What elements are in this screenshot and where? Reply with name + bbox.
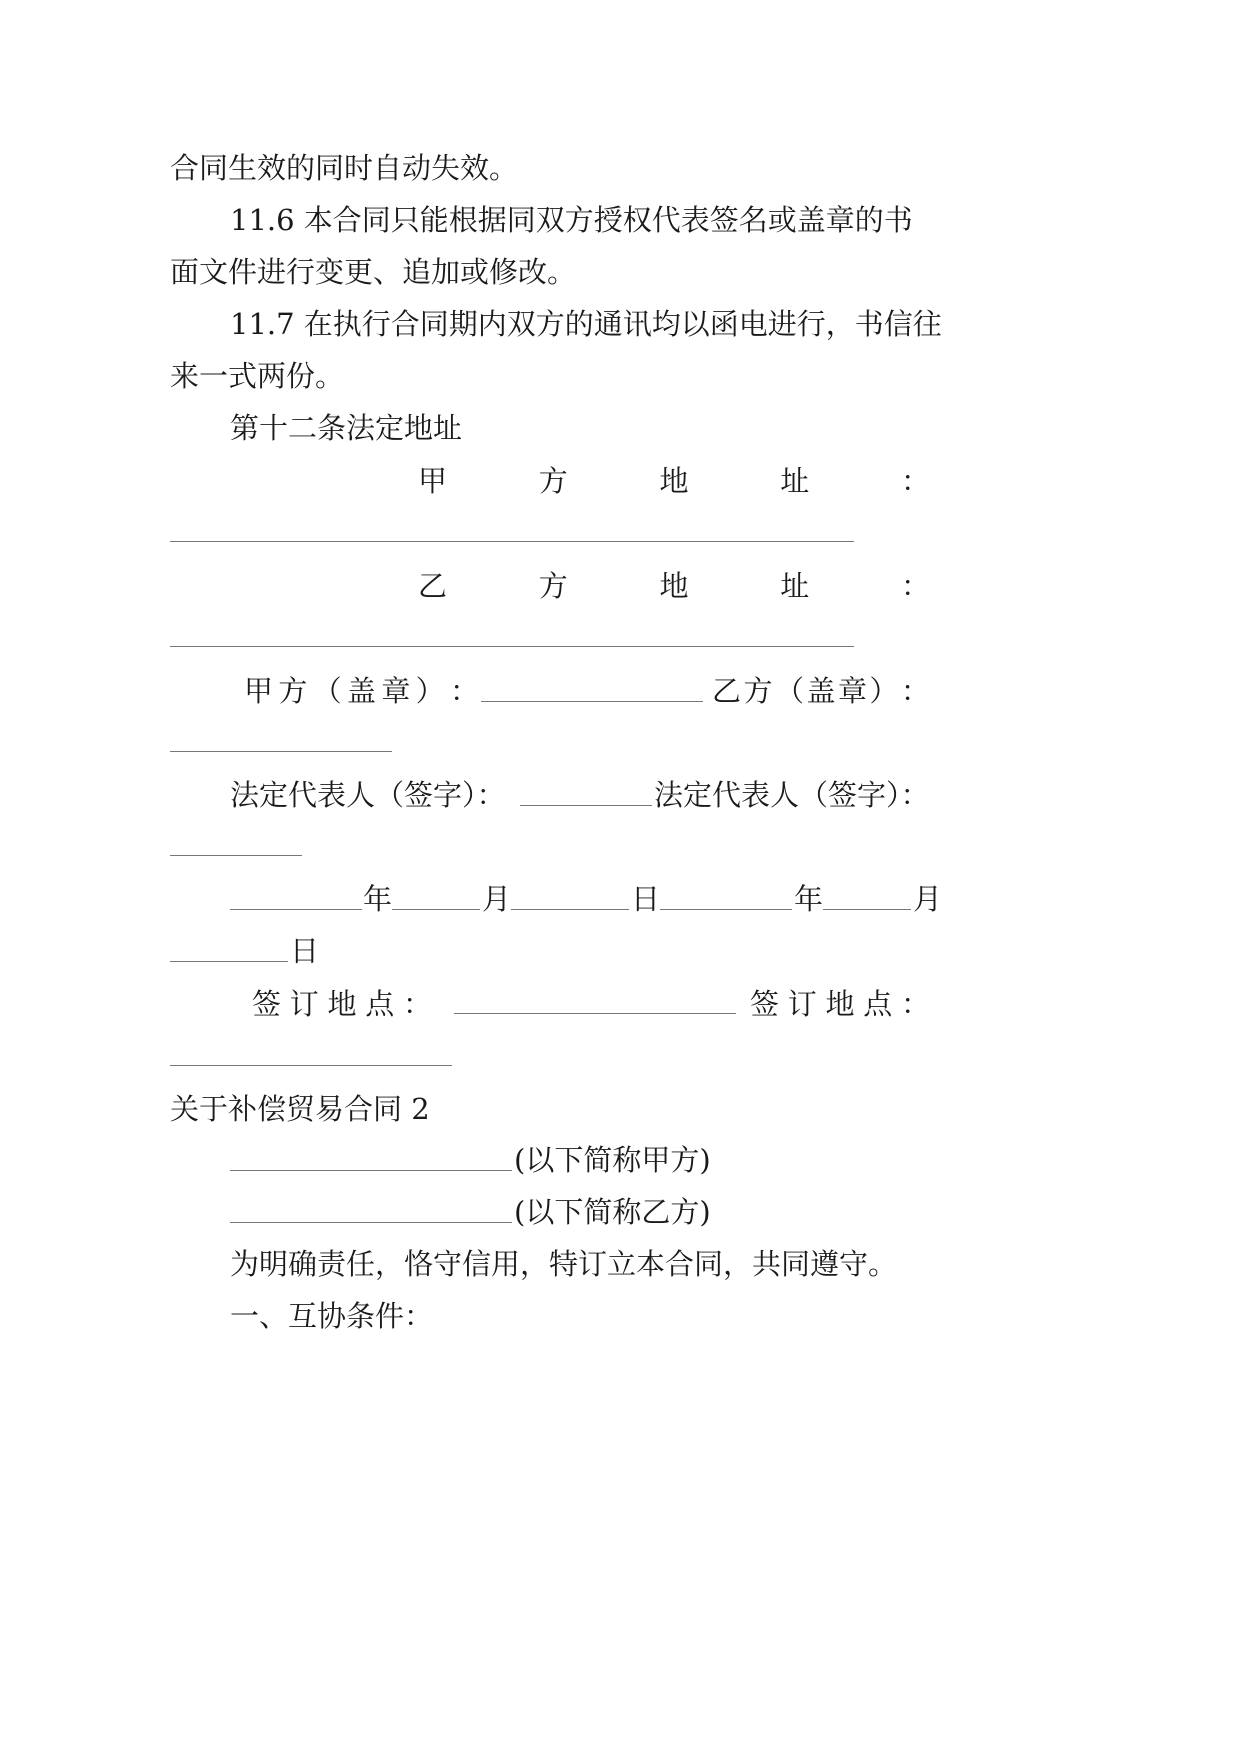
label-char: 章 (837, 674, 867, 708)
party-b-address-label (418, 568, 930, 604)
label-char: 方 (743, 674, 773, 708)
paragraph-continuation: 合同生效的同时自动失效。 (170, 151, 519, 185)
label-char: 甲 (244, 674, 274, 708)
label-char: 地 (659, 569, 689, 603)
label-char: 方 (538, 464, 568, 498)
party-b-year-blank[interactable] (660, 909, 792, 910)
party-b-place-label (750, 986, 930, 1022)
clause-11-6-line-1 (230, 202, 937, 238)
party-a-place-label (252, 986, 432, 1022)
party-a-seal-blank[interactable] (481, 701, 703, 702)
party-b-day-label: 日 (290, 934, 320, 968)
party-b-rep-blank[interactable] (170, 855, 302, 856)
label-char: ： (402, 987, 432, 1021)
party-b-seal-label (712, 673, 930, 709)
label-char: 方 (538, 569, 568, 603)
label-char: 地 (327, 987, 357, 1021)
party-b-short-name: (以下简称乙方) (514, 1195, 711, 1229)
party-a-address-label (418, 463, 930, 499)
label-char: 址 (780, 464, 810, 498)
label-char: 点 (365, 987, 395, 1021)
label-char: 订 (787, 987, 817, 1021)
label-char: 地 (659, 464, 689, 498)
party-a-rep-blank[interactable] (520, 805, 652, 806)
label-char: ： (900, 464, 930, 498)
label-char: 乙 (418, 569, 448, 603)
label-char: ） (869, 674, 899, 708)
party-a-day-label: 日 (631, 882, 661, 916)
party-a-seal-label (244, 673, 479, 709)
label-char: 章 (381, 674, 411, 708)
party-a-address-blank[interactable] (170, 541, 854, 542)
label-char: （ (774, 674, 804, 708)
party-a-year-label: 年 (363, 882, 393, 916)
article-12-heading: 第十二条法定地址 (230, 411, 463, 445)
party-a-place-blank[interactable] (454, 1013, 736, 1014)
party-a-rep-label: 法定代表人（签字）： (230, 778, 506, 812)
label-char: 订 (289, 987, 319, 1021)
clause-11-6-line-2: 面文件进行变更、追加或修改。 (170, 255, 577, 289)
party-a-name-blank[interactable] (230, 1170, 512, 1171)
party-a-month-blank[interactable] (392, 909, 480, 910)
party-b-day-blank[interactable] (170, 961, 288, 962)
party-a-day-blank[interactable] (511, 909, 629, 910)
section-1-heading: 一、互协条件： (230, 1299, 434, 1333)
clause-11-7-line-1: 11.7 在执行合同期内双方的通讯均以函电进行，书信往 (230, 307, 942, 341)
party-a-short-name: (以下简称甲方) (514, 1143, 711, 1177)
label-char: 址 (780, 569, 810, 603)
clause-11-7-line-2: 来一式两份。 (170, 359, 345, 393)
party-b-rep-label: 法定代表人（签字）： (654, 778, 930, 812)
label-char: ： (900, 569, 930, 603)
label-char: （ (312, 674, 342, 708)
party-b-seal-blank[interactable] (170, 751, 392, 752)
intro-paragraph: 为明确责任，恪守信用，特订立本合同，共同遵守。 (230, 1247, 898, 1281)
label-char: 方 (278, 674, 308, 708)
label-char: 地 (825, 987, 855, 1021)
party-b-name-blank[interactable] (230, 1222, 512, 1223)
label-char: ： (449, 674, 479, 708)
label-char: 点 (863, 987, 893, 1021)
label-char: 乙 (712, 674, 742, 708)
label-char: ： (900, 987, 930, 1021)
label-char: ） (415, 674, 445, 708)
label-char: 签 (252, 987, 282, 1021)
label-char: 甲 (418, 464, 448, 498)
party-a-month-label: 月 (482, 882, 512, 916)
party-b-address-blank[interactable] (170, 646, 854, 647)
party-a-year-blank[interactable] (230, 909, 362, 910)
label-char: 盖 (806, 674, 836, 708)
label-char: 签 (750, 987, 780, 1021)
clause-11-6-text: 11.6 本合同只能根据同双方授权代表签名或盖章的书 (230, 203, 913, 237)
label-char: 盖 (346, 674, 376, 708)
document-title-2: 关于补偿贸易合同 2 (170, 1092, 430, 1126)
label-char: ： (900, 674, 930, 708)
party-b-year-label: 年 (794, 882, 824, 916)
party-b-place-blank[interactable] (170, 1065, 452, 1066)
party-b-month-label: 月 (913, 882, 943, 916)
party-b-month-blank[interactable] (823, 909, 911, 910)
